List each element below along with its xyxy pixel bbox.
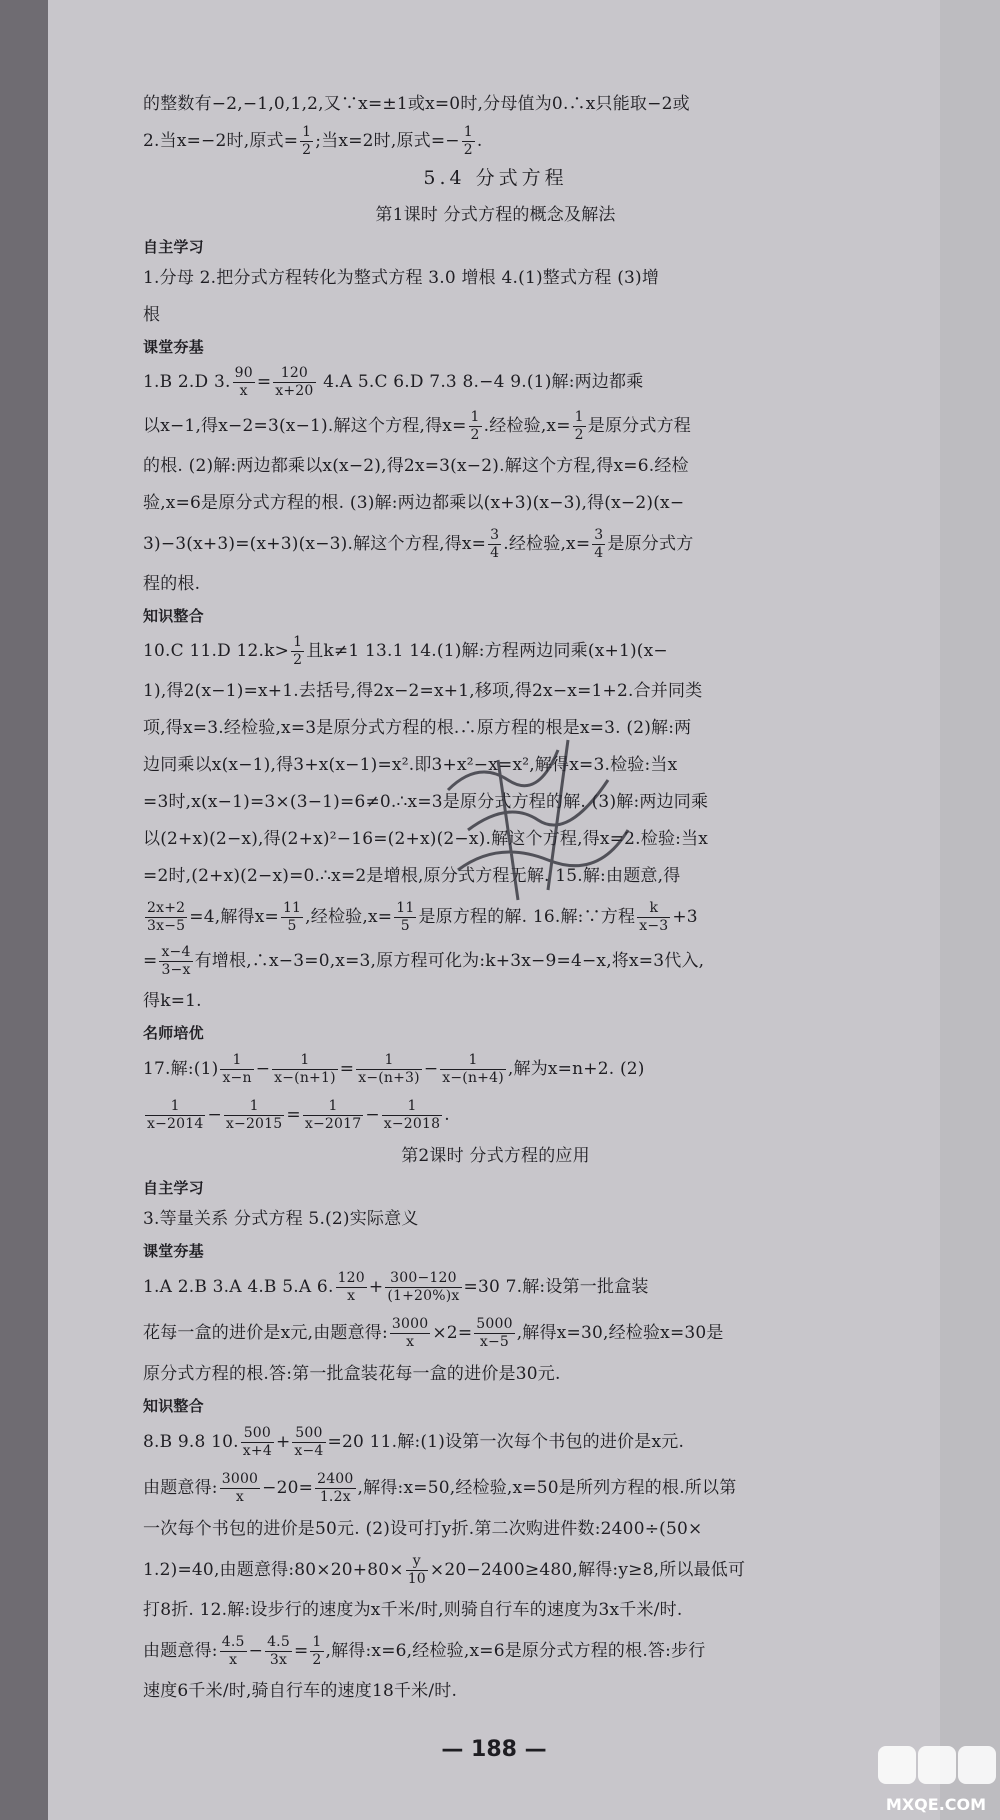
text-line: 以(2+x)(2−x),得(2+x)²−16=(2+x)(2−x).解这个方程,得x=2.检验:当x	[143, 829, 709, 849]
text-line: $\frac{2x+2}{3x-5}$ =4,解得x= $\frac{11}{5}$ ,经检验,x= $\frac{11}{5}$ 是原方程的解. 16.解:∵方程 $\frac{k}{x-3}$ +3	[147, 900, 698, 934]
part-label: 自主学习	[143, 1179, 204, 1197]
text-line: 1.2)=40,由题意得:80×20+80× $\frac{y}{10}$ ×20−2400≥480,解得:y≥8,所以最低可	[143, 1553, 746, 1587]
text-line: 1.B 2.D 3. $\frac{90}{x}$ = $\frac{120}{x+20}$ 4.A 5.C 6.D 7.3 8.−4 9.(1)解:两边都乘	[143, 365, 644, 399]
section-heading: 5.4 分式方程	[423, 167, 568, 189]
text-line: 一次每个书包的进价是50元. (2)设可打y折.第二次购进件数:2400÷(50×	[143, 1519, 703, 1539]
part-label: 知识整合	[143, 1397, 204, 1415]
text-line: 打8折. 12.解:设步行的速度为x千米/时,则骑自行车的速度为3x千米/时.	[143, 1600, 683, 1620]
text-line: 花每一盒的进价是x元,由题意得: $\frac{3000}{x}$ ×2= $\frac{5000}{x-5}$ ,解得x=30,经检验x=30是	[143, 1316, 724, 1350]
text-line: 速度6千米/时,骑自行车的速度18千米/时.	[143, 1681, 458, 1701]
text-line: 10.C 11.D 12.k> $\frac{1}{2}$ 且k≠1 13.1 14.(1)解:方程两边同乘(x+1)(x−	[143, 634, 668, 668]
text-line: =3时,x(x−1)=3×(3−1)=6≠0.∴x=3是原分式方程的解. (3)解:两边同乘	[143, 792, 709, 812]
answer-page	[48, 0, 940, 1820]
part-label: 课堂夯基	[143, 338, 204, 356]
text-line: 项,得x=3.经检验,x=3是原分式方程的根.∴原方程的根是x=3. (2)解:两	[143, 718, 692, 738]
text-line: 由题意得: $\frac{4.5}{x}$ − $\frac{4.5}{3x}$ = $\frac{1}{2}$ ,解得:x=6,经检验,x=6是原分式方程的根.答:步行	[143, 1634, 706, 1668]
text-line: =2时,(2+x)(2−x)=0.∴x=2是增根,原分式方程无解. 15.解:由题意,得	[143, 866, 681, 886]
part-label: 知识整合	[143, 607, 204, 625]
text-line: 的根. (2)解:两边都乘以x(x−2),得2x=3(x−2).解这个方程,得x=6.经检	[143, 456, 689, 476]
part-label: 课堂夯基	[143, 1242, 204, 1260]
text-line: 3)−3(x+3)=(x+3)(x−3).解这个方程,得x= $\frac{3}{4}$ .经检验,x= $\frac{3}{4}$ 是原分式方	[143, 527, 694, 561]
text-line: 程的根.	[143, 574, 201, 594]
text-line: 由题意得: $\frac{3000}{x}$ −20= $\frac{2400}{1.2x}$ ,解得:x=50,经检验,x=50是所列方程的根.所以第	[143, 1471, 737, 1505]
text-line: 原分式方程的根.答:第一批盒装花每一盒的进价是30元.	[143, 1364, 561, 1384]
part-label: 自主学习	[143, 238, 204, 256]
svg-text:MXQE.COM: MXQE.COM	[885, 1795, 987, 1814]
text-line: 边同乘以x(x−1),得3+x(x−1)=x².即3+x²−x=x²,解得x=3.检验:当x	[143, 755, 678, 775]
lesson-heading: 第2课时 分式方程的应用	[401, 1146, 590, 1166]
text-line: 1.分母 2.把分式方程转化为整式方程 3.0 增根 4.(1)整式方程 (3)增	[143, 268, 660, 288]
fraction: $\frac{1}{2}$	[302, 124, 312, 158]
text-line: 1.A 2.B 3.A 4.B 5.A 6. $\frac{120}{x}$ + $\frac{300-120}{(1+20\%)x}$ =30 7.解:设第一批盒装	[143, 1270, 649, 1304]
text-line: 根	[143, 305, 161, 325]
text-line: 17.解:(1) $\frac{1}{x-n}$ − $\frac{1}{x-(n+1)}$ = $\frac{1}{x-(n+3)}$ − $\frac{1}{x-(n+4)}$ ,解为x=n+2. (2)	[143, 1052, 645, 1086]
text-line: 2.当x=−2时,原式= $\frac{1}{2}$ ;当x=2时,原式=− $\frac{1}{2}$ .	[143, 124, 483, 158]
text-line: 8.B 9.8 10. $\frac{500}{x+4}$ + $\frac{500}{x-4}$ =20 11.解:(1)设第一次每个书包的进价是x元.	[143, 1425, 685, 1459]
text-line: = $\frac{x-4}{3-x}$ 有增根,∴x−3=0,x=3,原方程可化为:k+3x−9=4−x,将x=3代入,	[143, 944, 705, 978]
text-line: 的整数有−2,−1,0,1,2,又∵x=±1或x=0时,分母值为0.∴x只能取−2或	[143, 94, 690, 114]
fraction: $\frac{1}{2}$	[463, 124, 473, 158]
part-label: 名师培优	[143, 1024, 204, 1042]
text-line: 以x−1,得x−2=3(x−1).解这个方程,得x= $\frac{1}{2}$ .经检验,x= $\frac{1}{2}$ 是原分式方程	[143, 409, 691, 443]
page-number: — 188 —	[441, 1737, 547, 1762]
watermark-logo	[872, 1740, 1000, 1820]
page-right-edge	[940, 0, 1000, 1820]
text-line: 验,x=6是原分式方程的根. (3)解:两边都乘以(x+3)(x−3),得(x−2)(x−	[143, 493, 685, 513]
answer-text	[143, 86, 848, 1710]
page-left-shadow	[0, 0, 48, 1820]
text-line: 得k=1.	[143, 991, 202, 1011]
lesson-heading: 第1课时 分式方程的概念及解法	[375, 205, 616, 225]
text-line: $\frac{1}{x-2014}$ − $\frac{1}{x-2015}$ = $\frac{1}{x-2017}$ − $\frac{1}{x-2018}$ .	[147, 1098, 450, 1132]
text-line: 3.等量关系 分式方程 5.(2)实际意义	[143, 1209, 419, 1229]
text-line: 1),得2(x−1)=x+1.去括号,得2x−2=x+1,移项,得2x−x=1+2.合并同类	[143, 681, 703, 701]
